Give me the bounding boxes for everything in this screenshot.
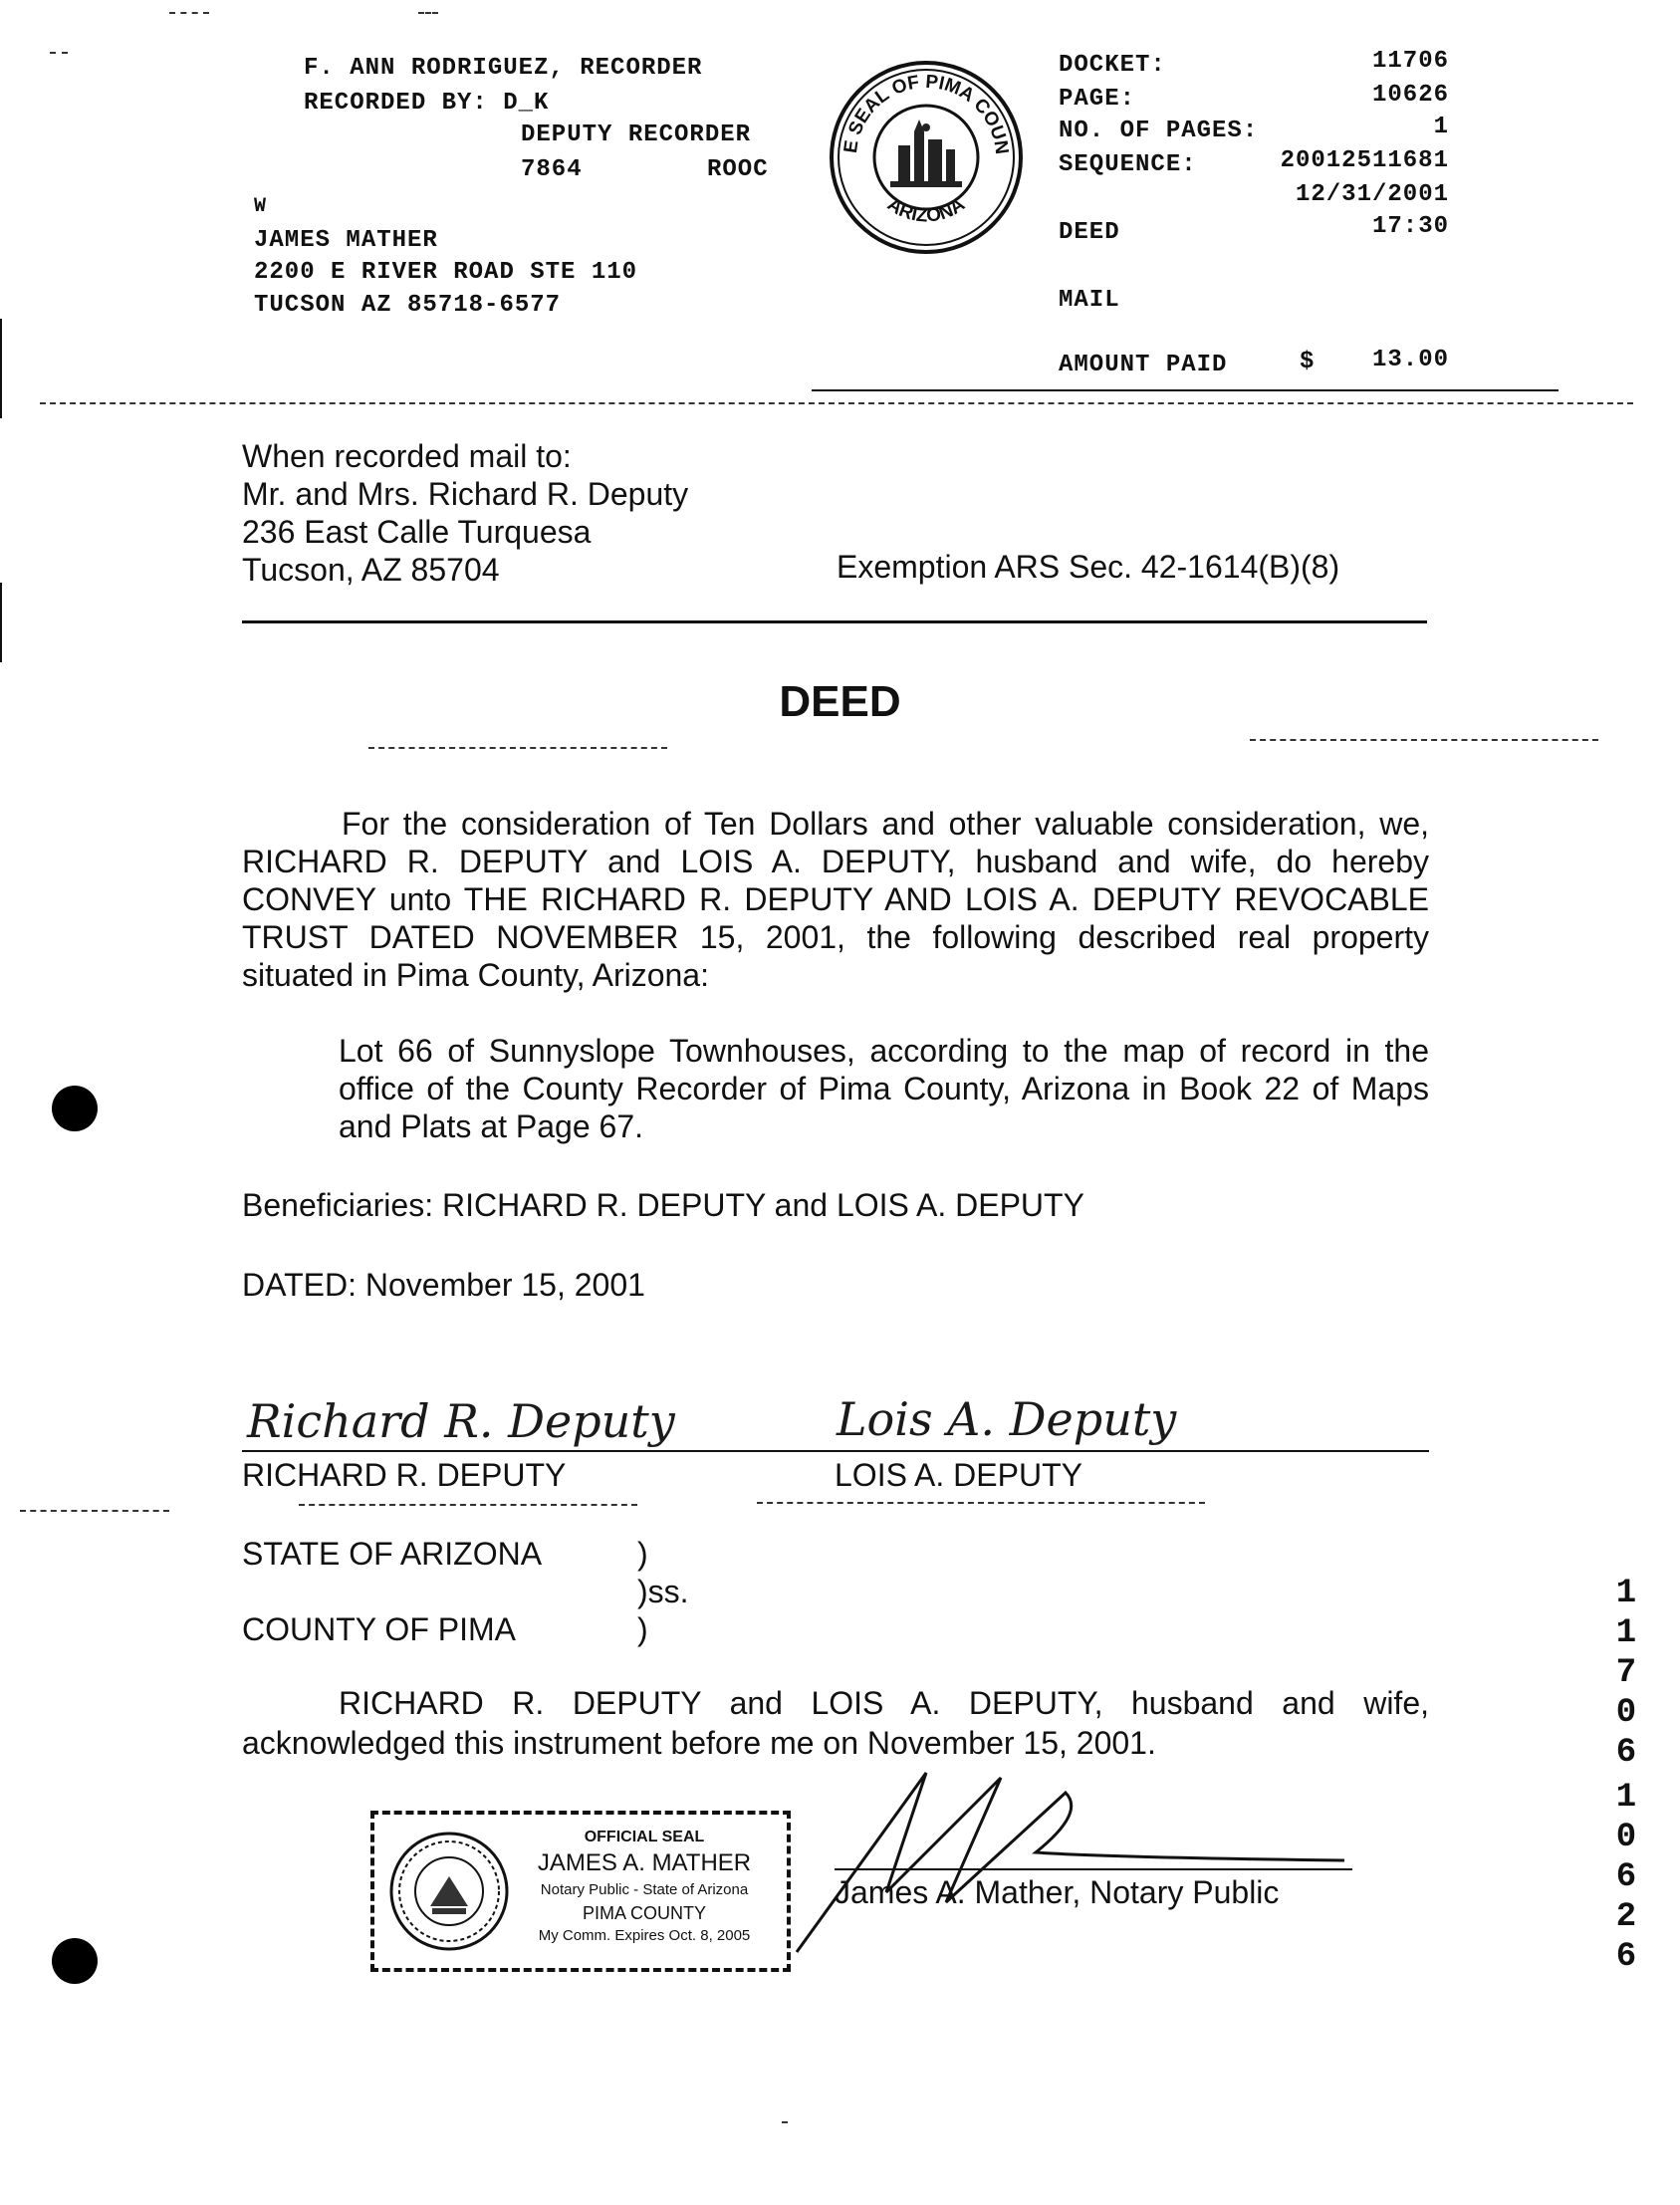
side-digit: 0 [1615, 1694, 1637, 1732]
mail-to-line3: 236 East Calle Turquesa [242, 514, 592, 550]
notary-signature-line [835, 1868, 1352, 1870]
notary-stamp-name: JAMES A. MATHER [537, 1849, 752, 1876]
venue-state: STATE OF ARIZONA [242, 1536, 543, 1572]
signature-dashes [757, 1502, 1205, 1504]
side-digit: 1 [1615, 1614, 1637, 1652]
legal-description: Lot 66 of Sunnyslope Townhouses, according to the map of record in the office of the County Recorder of Pima County, Arizona in Book 22 of Maps and Plats at Page 67. [339, 1033, 1429, 1144]
amount-value: 13.00 [1371, 347, 1449, 373]
header-separator [40, 402, 1633, 404]
recorder-line1: F. ANN RODRIGUEZ, RECORDER [304, 55, 703, 82]
signature-dashes [299, 1504, 637, 1506]
venue-county: COUNTY OF PIMA [242, 1611, 516, 1647]
sequence-label: SEQUENCE: [1059, 151, 1197, 178]
venue-paren-2: ) [637, 1611, 648, 1647]
punch-hole [52, 1086, 98, 1131]
seal-top-text: E SEAL OF PIMA COUN [840, 71, 1013, 156]
side-digit: 6 [1615, 1858, 1637, 1896]
pages-label: NO. OF PAGES: [1059, 118, 1259, 144]
side-digit: 0 [1615, 1819, 1637, 1856]
recorder-w: W [254, 195, 268, 218]
exemption-text: Exemption ARS Sec. 42-1614(B)(8) [837, 549, 1340, 585]
signature-lois: Lois A. Deputy [837, 1392, 1177, 1446]
dated-line: DATED: November 15, 2001 [242, 1267, 645, 1303]
acknowledgment-paragraph: RICHARD R. DEPUTY and LOIS A. DEPUTY, husband and wife, acknowledged this instrument before me on November 15, 2001. [242, 1685, 1429, 1761]
notary-stamp-line3: Notary Public - State of Arizona [540, 1881, 749, 1898]
docket-label: DOCKET: [1059, 52, 1166, 79]
venue-paren-1: ) [637, 1536, 648, 1572]
record-date: 12/31/2001 [1295, 181, 1449, 208]
deed-label: DEED [1059, 219, 1120, 246]
side-digit: 1 [1615, 1575, 1637, 1612]
side-digit: 6 [1615, 1938, 1637, 1976]
notary-stamp-county: PIMA COUNTY [582, 1903, 706, 1923]
side-stamp-page [1611, 1778, 1641, 1977]
consideration-paragraph: For the consideration of Ten Dollars and other valuable consideration, we, RICHARD R. DEPUTY and LOIS A. DEPUTY, husband and wife, do hereby CONVEY unto THE RICHARD R. DEPUTY AND LOIS A. DEPUTY REVOCABLE TRUST DATED NOVEMBER 15, 2001, the following described real property situated in Pima County, Arizona: [242, 806, 1429, 993]
state-seal-icon [388, 1831, 510, 1952]
scan-artifact-line [50, 52, 68, 54]
side-digit: 1 [1615, 1779, 1637, 1817]
recorder-line3: DEPUTY RECORDER [521, 122, 752, 148]
mail-to-line1: When recorded mail to: [242, 438, 572, 474]
side-digit: 6 [1615, 1734, 1637, 1772]
title-dashes [1250, 739, 1598, 741]
signature-richard: Richard R. Deputy [247, 1394, 675, 1448]
county-seal [827, 58, 1026, 257]
notary-stamp-expiry: My Comm. Expires Oct. 8, 2005 [538, 1927, 751, 1944]
pages-value: 1 [1433, 114, 1449, 140]
mail-label: MAIL [1059, 287, 1120, 314]
beneficiaries: Beneficiaries: RICHARD R. DEPUTY and LOIS A. DEPUTY [242, 1187, 1084, 1223]
svg-text:ARIZONA [883, 194, 969, 227]
page-label: PAGE: [1059, 86, 1136, 113]
scan-artifact-line [418, 12, 438, 14]
page-value: 10626 [1371, 82, 1449, 109]
side-digit: 2 [1615, 1898, 1637, 1936]
mail-to-line4: Tucson, AZ 85704 [242, 552, 500, 588]
amount-currency: $ [1300, 349, 1316, 375]
docket-underline [812, 389, 1559, 391]
seal-bottom-text: ARIZONA [883, 193, 969, 227]
notary-signature-scribble [787, 1753, 1344, 1962]
left-margin-mark [0, 319, 2, 418]
scan-artifact-line [169, 12, 209, 14]
docket-value: 11706 [1371, 48, 1449, 75]
left-margin-mark [0, 583, 2, 662]
side-digit: 7 [1615, 1654, 1637, 1692]
scan-artifact-line [782, 2121, 788, 2123]
recorder-code2: ROOC [707, 156, 769, 183]
signature-label-lois: LOIS A. DEPUTY [835, 1457, 1082, 1493]
amount-label: AMOUNT PAID [1059, 352, 1228, 378]
document-title: DEED [779, 677, 901, 726]
notary-stamp-line1: OFFICIAL SEAL [584, 1829, 705, 1845]
sequence-value: 20012511681 [1280, 147, 1449, 174]
county-seal-graphic [827, 58, 1026, 257]
signature-line-1 [242, 1450, 840, 1452]
title-dashes [368, 747, 667, 749]
mail-to-rule [242, 620, 1427, 623]
venue-ss: )ss. [637, 1574, 689, 1609]
recipient-addr1: 2200 E RIVER ROAD STE 110 [254, 259, 638, 286]
notary-signature-label: James A. Mather, Notary Public [835, 1874, 1280, 1910]
signature-dashes [20, 1510, 169, 1512]
mail-to-line2: Mr. and Mrs. Richard R. Deputy [242, 476, 689, 512]
punch-hole [52, 1938, 98, 1984]
notary-stamp [370, 1811, 791, 1972]
signature-label-richard: RICHARD R. DEPUTY [242, 1457, 567, 1493]
recorder-code1: 7864 [521, 156, 583, 183]
signature-line-2 [832, 1450, 1429, 1452]
recipient-name: JAMES MATHER [254, 227, 438, 254]
record-time: 17:30 [1371, 213, 1449, 240]
recorder-line2: RECORDED BY: D_K [304, 90, 550, 117]
side-stamp-docket [1611, 1574, 1641, 1773]
recipient-addr2: TUCSON AZ 85718-6577 [254, 292, 562, 319]
